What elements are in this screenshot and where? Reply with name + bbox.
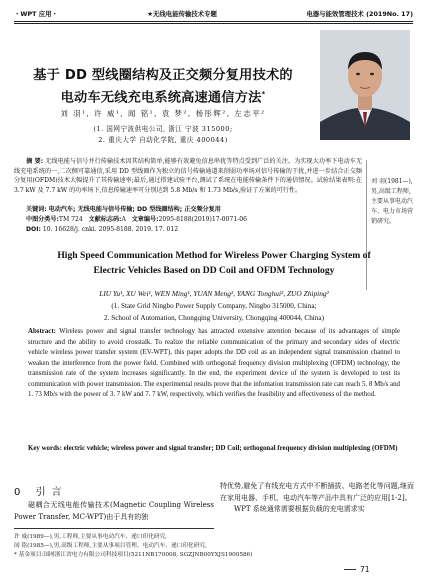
abstract-cn bbox=[14, 157, 362, 195]
footnote-divider bbox=[14, 528, 214, 529]
affiliation-en-2: 2. School of Automation, Chongqing University, Chongqing 400044, China) bbox=[104, 314, 324, 322]
author-photo bbox=[320, 30, 410, 140]
header-section-label: ・WPT 应用・ bbox=[14, 9, 58, 18]
affiliation-cn-1: (1. 国网宁波供电公司, 浙江 宁波 315000; bbox=[93, 125, 233, 133]
header-divider-thin bbox=[14, 23, 413, 24]
footnote: 闻 铭(1985—),男,高级工程师,主要从事项目管理、电动汽车、递口印化研究。 bbox=[14, 543, 211, 549]
footnote-funding: * 基金项目:国网浙江省电力有限公司科技项目(5211NB170008, SGZJNB00YXJS1900586) bbox=[14, 552, 253, 558]
footnote: 许 威(1989—),男,工程师,主要从事电动汽车、递口印化研究。 bbox=[14, 534, 171, 540]
paper-title-cn-line2: 电动车无线充电系统高速通信方法 bbox=[60, 90, 262, 106]
doc-code-value: A bbox=[121, 216, 126, 223]
keywords-en-label: Key words: bbox=[28, 445, 62, 452]
author-bio: 刘 羽(1981—),男,高级工程师,主要从事电动汽车、电力市场营销研究。 bbox=[371, 178, 414, 225]
abstract-en bbox=[28, 327, 400, 401]
abstract-cn-text: 无线电能与信号并行传输技术因其结构简单,能够有效避免信息串扰等特点受到广泛的关注。为实现大功率下电动车无线充电系统的一,二次侧可靠通信,采用 DD 型线圈作为独立的信号传输通道来削弱功率场对信号传输的干扰,并进一步结合正交频分复用(OFDM)技术大幅提升了其传输速率;最后,通过搭建试验平台,测试了系统在电能传输条件下的通信情况。试验结果表明:在 3.7 kW 及 7.7 kW 的功率场下,信息传输速率可分别达到 5.8 Mb/s 和 1.73 Mb/s,验证了方案的可行性。 bbox=[14, 158, 363, 194]
body-text-right bbox=[220, 481, 414, 516]
running-header bbox=[14, 6, 413, 20]
body-paragraph: 特优势,避免了有线充电方式中不断插拔、电路老化等问题,继而在家用电器、手机、电动汽车等产品中具有广泛的应用[1-2]。 bbox=[220, 482, 414, 502]
paper-title-cn-line1: 基于 DD 型线圈结构及正交频分复用技术的 bbox=[33, 68, 293, 83]
section-title: 引言 bbox=[35, 487, 68, 498]
doi bbox=[26, 225, 362, 235]
header-divider bbox=[14, 21, 413, 22]
abstract-cn-label: 摘 要: bbox=[26, 158, 44, 165]
paper-title-cn: 基于 DD 型线圈结构及正交频分复用技术的 电动车无线充电系统高速通信方法* bbox=[14, 66, 312, 107]
body-text-left: 磁耦合无线电能传输技术(Magnetic Coupling Wireless Power Transfer, MC-WPT)由于具有的独 bbox=[14, 501, 214, 521]
article-number-value: 2095-8188(2019)17-0071-06 bbox=[158, 216, 248, 223]
doi-label: DOI: bbox=[26, 226, 41, 233]
affiliation-en-1: (1. State Grid Ningbo Power Supply Company, Ningbo 315000, China; bbox=[111, 302, 317, 310]
body-paragraph: WPT 系统通常需要根据负载的充电需求实 bbox=[234, 505, 365, 513]
affiliation-cn-2: 2. 重庆大学 自动化学院, 重庆 400044) bbox=[98, 136, 228, 144]
section-heading bbox=[14, 483, 68, 498]
keywords-en-text: electric vehicle; wireless power and signal transfer; DD Coil; orthogonal frequency division multiplexing (OFDM) bbox=[63, 445, 398, 452]
paper-title-en bbox=[14, 248, 414, 278]
paper-title-en-line2: Electric Vehicles Based on DD Coil and OFDM Technology bbox=[93, 265, 335, 276]
authors-cn: 刘 羽¹, 许 威¹, 闻 铭¹, 袁 梦², 杨彤辉², 左志平² bbox=[60, 109, 266, 118]
keywords-cn-text: 电动汽车; 无线电能与信号传输; DD 型线圈结构; 正交频分复用 bbox=[48, 206, 221, 213]
doc-code-label: 文献标志码: bbox=[88, 216, 122, 223]
header-journal-label: 电器与能效管理技术 (2019No. 17) bbox=[306, 9, 413, 18]
clc-label: 中图分类号: bbox=[26, 216, 59, 223]
article-number-label: 文章编号: bbox=[131, 216, 159, 223]
keywords-en bbox=[28, 444, 400, 455]
header-topic-label: ★无线电能传输技术专题 bbox=[147, 9, 217, 18]
classification-info bbox=[26, 215, 362, 225]
page-number: 71 bbox=[360, 565, 370, 574]
doi-value: 10. 16628/j. cnki. 2095-8188. 2019. 17. 012 bbox=[42, 226, 179, 233]
clc-value: TM 724 bbox=[58, 216, 83, 223]
keywords-cn bbox=[14, 205, 362, 215]
section-number: 0 bbox=[14, 487, 27, 498]
abstract-en-text: Wireless power and signal transfer technology has attracted extensive attention because of its advantages of simple structure and the ability to avoid crosstalk. To realize the reliable communication of the primary and secondary sides of electric vehicle wireless power transfer system (EV-WPT), this paper adopts the DD coil as an independent signal transmission channel to weaken the interference from the power field. Combined with orthogonal frequency division multiplexing (OFDM) technology, the transmission rate of the system increases significantly. In the end, the experiment device of the system is developed to test its communication with power transmission. The experimental results prove that the infomation transmission rate can reach 5. 8 Mb/s and 1. 73 Mb/s with the power of 3. 7 kW and 7. 7 kW, respectively, which verifies the feasibility and effectiveness of the method. bbox=[28, 328, 400, 398]
keywords-cn-label: 关键词: bbox=[26, 206, 47, 213]
authors-en: LIU Yu¹, XU Wei¹, WEN Ming¹, YUAN Meng², YANG Tonghui², ZUO Zhiping² bbox=[99, 289, 329, 298]
paper-title-en-line1: High Speed Communication Method for Wireless Power Charging System of bbox=[57, 250, 371, 261]
abstract-en-label: Abstract: bbox=[28, 328, 56, 335]
